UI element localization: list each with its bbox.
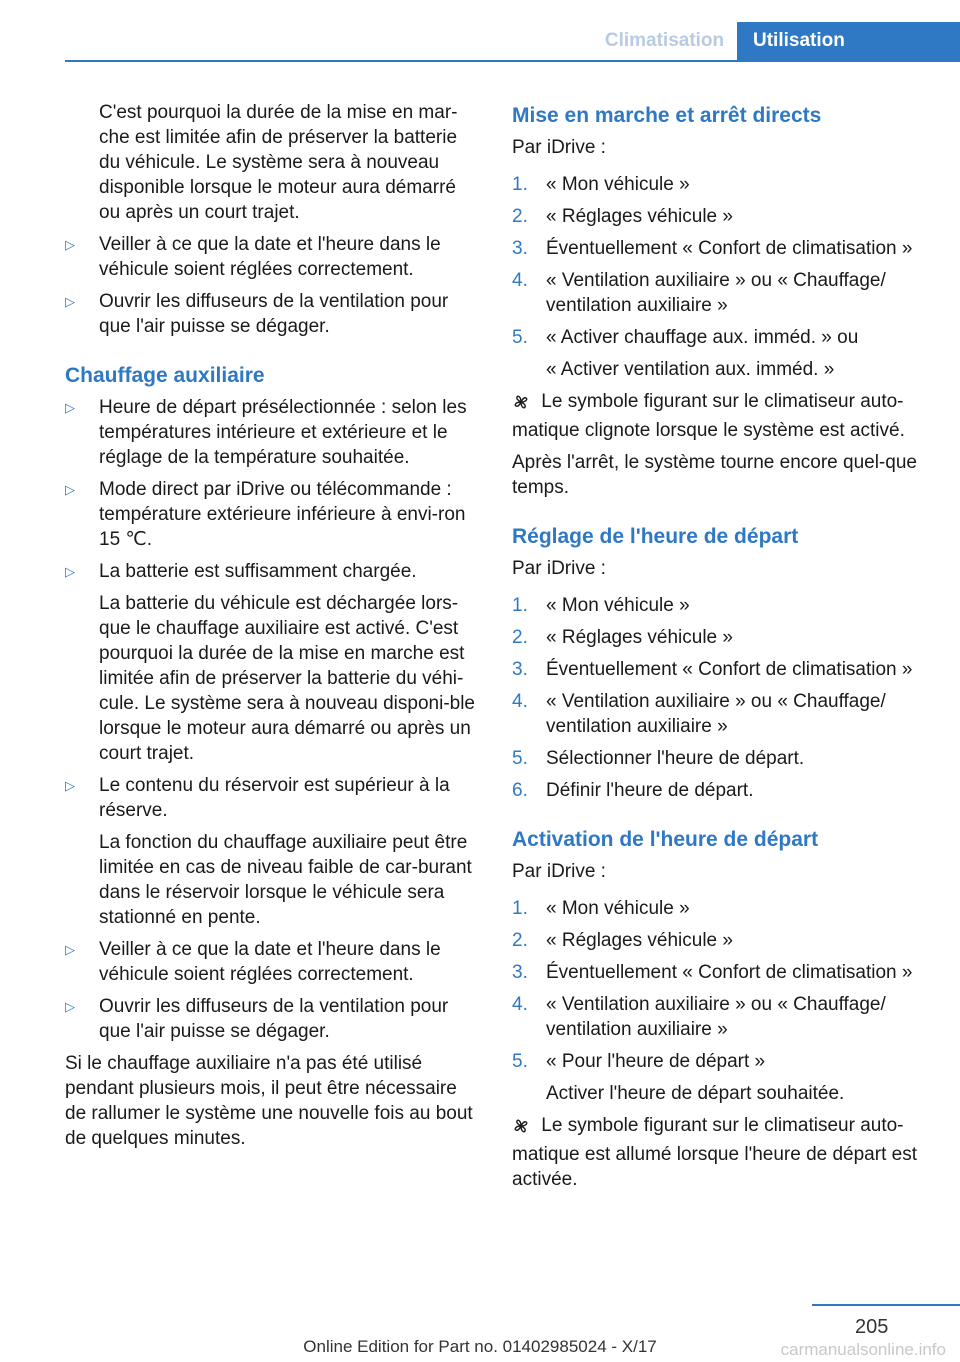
list-item (65, 559, 480, 584)
section-heading-direct: Mise en marche et arrêt directs (512, 104, 822, 127)
section-heading-activation: Activation de l'heure de départ (512, 828, 819, 851)
list-item (65, 232, 480, 282)
bullet-triangle-icon: ▷ (65, 482, 75, 497)
bullet-triangle-icon: ▷ (65, 400, 75, 415)
icon-paragraph (512, 389, 927, 443)
fan-icon (512, 1117, 536, 1142)
list-item (512, 172, 927, 197)
step-number: 5. (512, 748, 528, 769)
lead-text: Par iDrive : (512, 861, 606, 882)
list-item (65, 395, 480, 470)
footer-rule (812, 1304, 960, 1306)
step-text: « Réglages véhicule » (546, 627, 733, 648)
step-text: « Mon véhicule » (546, 174, 690, 195)
step-number: 3. (512, 962, 528, 983)
step-number: 4. (512, 270, 528, 291)
step-text: Sélectionner l'heure de départ. (546, 748, 805, 769)
list-item-text: Ouvrir les diffuseurs de la ventilation pour que l'air puisse se dégager. (99, 996, 449, 1042)
step-note: « Activer ventilation aux. imméd. » (546, 359, 835, 380)
icon-paragraph (512, 1113, 927, 1192)
list-item (512, 625, 927, 650)
bullet-triangle-icon: ▷ (65, 564, 75, 579)
section-heading-chauffage: Chauffage auxiliaire (65, 364, 265, 387)
closing-paragraph: Si le chauffage auxiliaire n'a pas été utilisé pendant plusieurs mois, il peut être nécessaire de rallumer le système une nouvelle fois au bout de quelques minutes. (65, 1053, 473, 1149)
list-item (512, 657, 927, 682)
bullet-triangle-icon: ▷ (65, 999, 75, 1014)
step-text: Éventuellement « Confort de climatisation » (546, 659, 913, 680)
step-note: Activer l'heure de départ souhaitée. (546, 1083, 845, 1104)
left-column (65, 100, 480, 1158)
step-text: « Ventilation auxiliaire » ou « Chauffage/ ventilation auxiliaire » (546, 691, 886, 737)
step-text: « Mon véhicule » (546, 898, 690, 919)
step-text: « Pour l'heure de départ » (546, 1051, 766, 1072)
list-item (512, 960, 927, 985)
list-item-text: Le contenu du réservoir est supérieur à la réserve. (99, 775, 450, 821)
list-item-text: Mode direct par iDrive ou télécommande : température extérieure inférieure à envi-ron 15 ℃. (99, 479, 466, 550)
list-item (512, 778, 927, 803)
header-section-title: Climatisation (604, 30, 725, 51)
step-number: 6. (512, 780, 528, 801)
list-item-text: Ouvrir les diffuseurs de la ventilation pour que l'air puisse se dégager. (99, 291, 449, 337)
list-item (512, 928, 927, 953)
step-number: 2. (512, 627, 528, 648)
icon-paragraph-text: Le symbole figurant sur le climatiseur auto-matique clignote lorsque le système est activé. (512, 391, 905, 441)
step-text: « Ventilation auxiliaire » ou « Chauffage/ ventilation auxiliaire » (546, 994, 886, 1040)
page-number: 205 (855, 1316, 889, 1338)
step-text: « Ventilation auxiliaire » ou « Chauffage/ ventilation auxiliaire » (546, 270, 886, 316)
list-item (65, 994, 480, 1044)
list-item-text: Veiller à ce que la date et l'heure dans le véhicule soient réglées correctement. (99, 234, 441, 280)
step-number: 4. (512, 994, 528, 1015)
list-item (512, 204, 927, 229)
list-item-text: Veiller à ce que la date et l'heure dans le véhicule soient réglées correctement. (99, 939, 441, 985)
bullet-triangle-icon: ▷ (65, 778, 75, 793)
after-paragraph: Après l'arrêt, le système tourne encore quel-que temps. (512, 452, 917, 498)
step-number: 3. (512, 659, 528, 680)
step-text: « Réglages véhicule » (546, 206, 733, 227)
intro-paragraph: C'est pourquoi la durée de la mise en mar-che est limitée afin de préserver la batterie du véhicule. Le système sera à nouveau disponible lorsque le moteur aura démarré ou après un court trajet. (99, 102, 458, 223)
step-number: 5. (512, 1051, 528, 1072)
step-number: 2. (512, 930, 528, 951)
step-text: « Réglages véhicule » (546, 930, 733, 951)
list-item (512, 689, 927, 739)
lead-text: Par iDrive : (512, 137, 606, 158)
list-item (512, 746, 927, 771)
step-text: Éventuellement « Confort de climatisation » (546, 962, 913, 983)
list-item (512, 268, 927, 318)
list-item (512, 593, 927, 618)
step-number: 1. (512, 595, 528, 616)
list-item (65, 289, 480, 339)
footer-edition: Online Edition for Part no. 01402985024 - X/17 (303, 1337, 657, 1356)
list-item (65, 477, 480, 552)
list-item-note: La batterie du véhicule est déchargée lors-que le chauffage auxiliaire est activé. C'est pourquoi la durée de la mise en marche est limitée afin de préserver la batterie du véhi-cule. Le système sera à nouveau disponi-ble lorsque le moteur aura démarré ou après un court trajet. (99, 593, 476, 764)
lead-text: Par iDrive : (512, 558, 606, 579)
step-number: 1. (512, 174, 528, 195)
section-heading-reglage: Réglage de l'heure de départ (512, 525, 799, 548)
list-item-text: Heure de départ présélectionnée : selon les températures intérieure et extérieure et le réglage de la température souhaitée. (99, 397, 467, 468)
step-number: 4. (512, 691, 528, 712)
list-item (512, 1049, 927, 1074)
list-item (512, 992, 927, 1042)
step-number: 2. (512, 206, 528, 227)
step-text: « Mon véhicule » (546, 595, 690, 616)
step-text: « Activer chauffage aux. imméd. » ou (546, 327, 859, 348)
list-item (512, 896, 927, 921)
right-column (512, 100, 927, 1199)
step-number: 5. (512, 327, 528, 348)
watermark: carmanualsonline.info (780, 1340, 946, 1359)
list-item (65, 937, 480, 987)
list-item-note: La fonction du chauffage auxiliaire peut être limitée en cas de niveau faible de car-burant dans le réservoir lorsque le véhicule sera stationné en pente. (99, 832, 472, 928)
step-text: Définir l'heure de départ. (546, 780, 754, 801)
list-item (512, 325, 927, 350)
fan-icon (512, 393, 536, 418)
bullet-triangle-icon: ▷ (65, 237, 75, 252)
bullet-triangle-icon: ▷ (65, 942, 75, 957)
bullet-triangle-icon: ▷ (65, 294, 75, 309)
list-item (65, 773, 480, 823)
icon-paragraph-text: Le symbole figurant sur le climatiseur auto-matique est allumé lorsque l'heure de départ est activée. (512, 1115, 917, 1190)
step-number: 3. (512, 238, 528, 259)
step-text: Éventuellement « Confort de climatisation » (546, 238, 913, 259)
list-item-text: La batterie est suffisamment chargée. (99, 561, 417, 582)
header-chapter-tab: Utilisation (737, 22, 960, 62)
step-number: 1. (512, 898, 528, 919)
list-item (512, 236, 927, 261)
